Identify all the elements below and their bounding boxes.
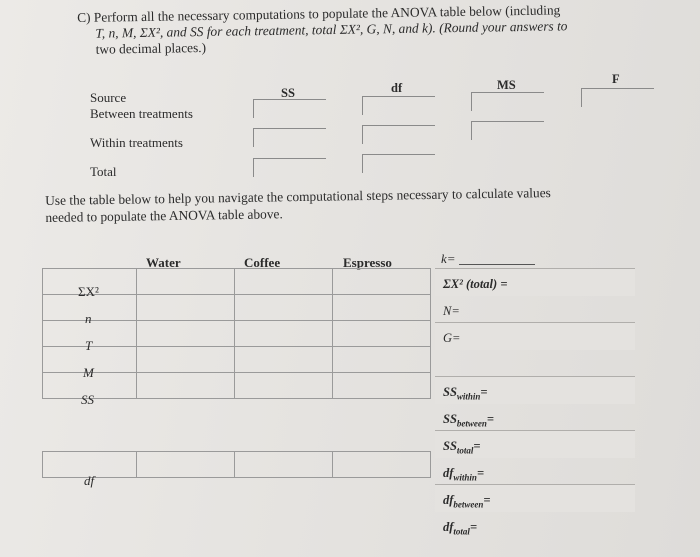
espresso-ss-cell[interactable] [333, 373, 431, 399]
water-ss-cell[interactable] [137, 373, 235, 399]
table-row-spacer [43, 399, 431, 452]
question-text [77, 1, 653, 58]
df-total-box[interactable] [362, 154, 435, 173]
table-row [43, 452, 431, 478]
anova-header-df: df [391, 81, 403, 95]
anova-row-within: Within treatments [90, 135, 183, 150]
column-coffee: Coffee [244, 255, 281, 270]
ss-within-box[interactable] [253, 128, 326, 147]
row-label-n: n [85, 311, 92, 326]
water-t-cell[interactable] [137, 321, 235, 347]
water-sumx2-cell[interactable] [137, 269, 235, 295]
anova-header-f: F [612, 72, 620, 86]
g-label: G= [443, 331, 461, 345]
anova-row-between: Between treatments [90, 106, 193, 121]
f-box[interactable] [581, 88, 654, 107]
anova-header-ss: SS [281, 86, 295, 100]
instruction-line-2: needed to populate the ANOVA table above. [45, 206, 283, 225]
espresso-df-cell[interactable] [333, 452, 431, 478]
espresso-n-cell[interactable] [333, 295, 431, 321]
coffee-n-cell[interactable] [235, 295, 333, 321]
row-label-df: df [84, 473, 95, 488]
espresso-m-cell[interactable] [333, 347, 431, 373]
espresso-t-cell[interactable] [333, 321, 431, 347]
table-row [43, 373, 431, 399]
df-within-label: $df_{within}=$ [443, 466, 485, 483]
k-label: k= [441, 251, 456, 266]
n-total-label: N= [443, 304, 460, 318]
water-m-cell[interactable] [137, 347, 235, 373]
row-label-sumx2: ΣX² [78, 284, 99, 299]
row-label-m: M [83, 365, 94, 380]
question-line-2: T, n, M, ΣX², and SS for each treatment, total ΣX², G, N, and k). (Round your answers to [95, 18, 568, 41]
table-row [43, 295, 431, 321]
k-answer-line[interactable] [459, 264, 535, 265]
column-espresso: Espresso [343, 255, 392, 270]
ss-within-label: $SS_{within}=$ [443, 385, 488, 402]
df-between-box[interactable] [362, 96, 435, 115]
table-row [43, 347, 431, 373]
coffee-sumx2-cell[interactable] [235, 269, 333, 295]
coffee-m-cell[interactable] [235, 347, 333, 373]
ms-between-box[interactable] [471, 92, 544, 111]
anova-row-total: Total [90, 164, 117, 179]
df-within-box[interactable] [362, 125, 435, 144]
calc-table [42, 268, 431, 478]
coffee-ss-cell[interactable] [235, 373, 333, 399]
ss-total-box[interactable] [253, 158, 326, 177]
row-label-ss: SS [81, 392, 94, 407]
ss-between-box[interactable] [253, 99, 326, 118]
coffee-df-cell[interactable] [235, 452, 333, 478]
column-water: Water [146, 255, 181, 270]
anova-source-label: Source [90, 90, 127, 105]
sum-x2-total-label: ΣX² (total) = [443, 277, 508, 291]
instruction-line-1: Use the table below to help you navigate the computational steps necessary to calculate values [45, 185, 551, 208]
question-line-3: two decimal places.) [95, 39, 207, 57]
row-label-t: T [85, 338, 93, 353]
df-total-label: $df_{total}=$ [443, 520, 478, 537]
coffee-t-cell[interactable] [235, 321, 333, 347]
question-line-1: C) Perform all the necessary computations to populate the ANOVA table below (including [77, 2, 561, 25]
water-n-cell[interactable] [137, 295, 235, 321]
anova-header-ms: MS [497, 78, 516, 92]
table-row [43, 269, 431, 295]
table-row [43, 321, 431, 347]
ms-within-box[interactable] [471, 121, 544, 140]
ss-total-label: $SS_{total}=$ [443, 439, 481, 456]
water-df-cell[interactable] [137, 452, 235, 478]
espresso-sumx2-cell[interactable] [333, 269, 431, 295]
df-between-label: $df_{between}=$ [443, 493, 491, 510]
ss-between-label: $SS_{between}=$ [443, 412, 495, 429]
